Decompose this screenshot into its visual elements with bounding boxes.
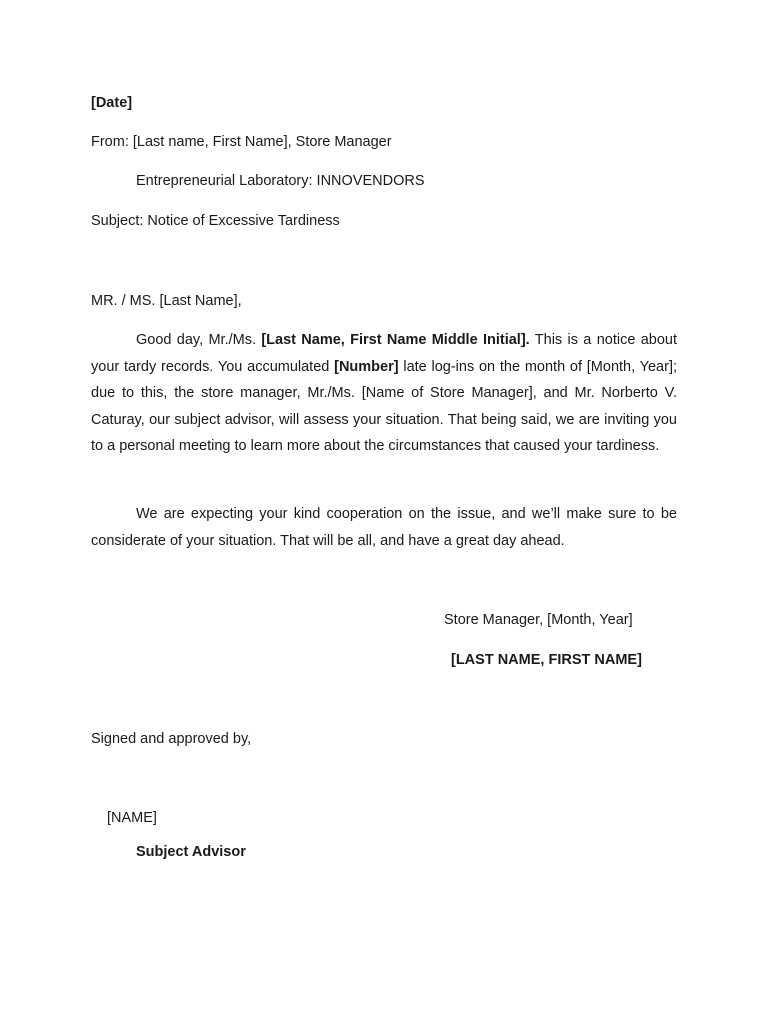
salutation: MR. / MS. [Last Name], [91, 293, 242, 309]
number-placeholder: [Number] [334, 358, 399, 375]
approver-name: [NAME] [107, 810, 157, 826]
closing-role-date: Store Manager, [Month, Year] [444, 612, 633, 628]
approver-title: Subject Advisor [136, 844, 246, 860]
p1-intro: Good day, Mr./Ms. [136, 332, 262, 348]
closing-name: [LAST NAME, FIRST NAME] [451, 652, 642, 668]
body-paragraph-1 [91, 327, 677, 460]
p1-rest: late log-ins on the month of [Month, Year]; due to this, the store manager, Mr./Ms. [Name of Store Manager], and Mr. Norberto V. Caturay, our subject advisor, will assess your situation. That being said, we are inviting you to a personal meeting to learn more about the circumstances that caused your tardiness. [91, 358, 677, 454]
from-line: From: [Last name, First Name], Store Manager [91, 134, 392, 150]
subject-line: Subject: Notice of Excessive Tardiness [91, 213, 340, 229]
body-paragraph-2: We are expecting your kind cooperation on the issue, and we’ll make sure to be considerate of your situation. That will be all, and have a great day ahead. [91, 506, 677, 549]
p1-after-name: This is a notice about your tardy records. You accumulated [91, 332, 677, 375]
date-line: [Date] [91, 95, 133, 111]
signed-by-line: Signed and approved by, [91, 731, 252, 747]
organization-line: Entrepreneurial Laboratory: INNOVENDORS [136, 173, 425, 189]
recipient-name-placeholder: [Last Name, First Name Middle Initial]. [261, 332, 530, 348]
